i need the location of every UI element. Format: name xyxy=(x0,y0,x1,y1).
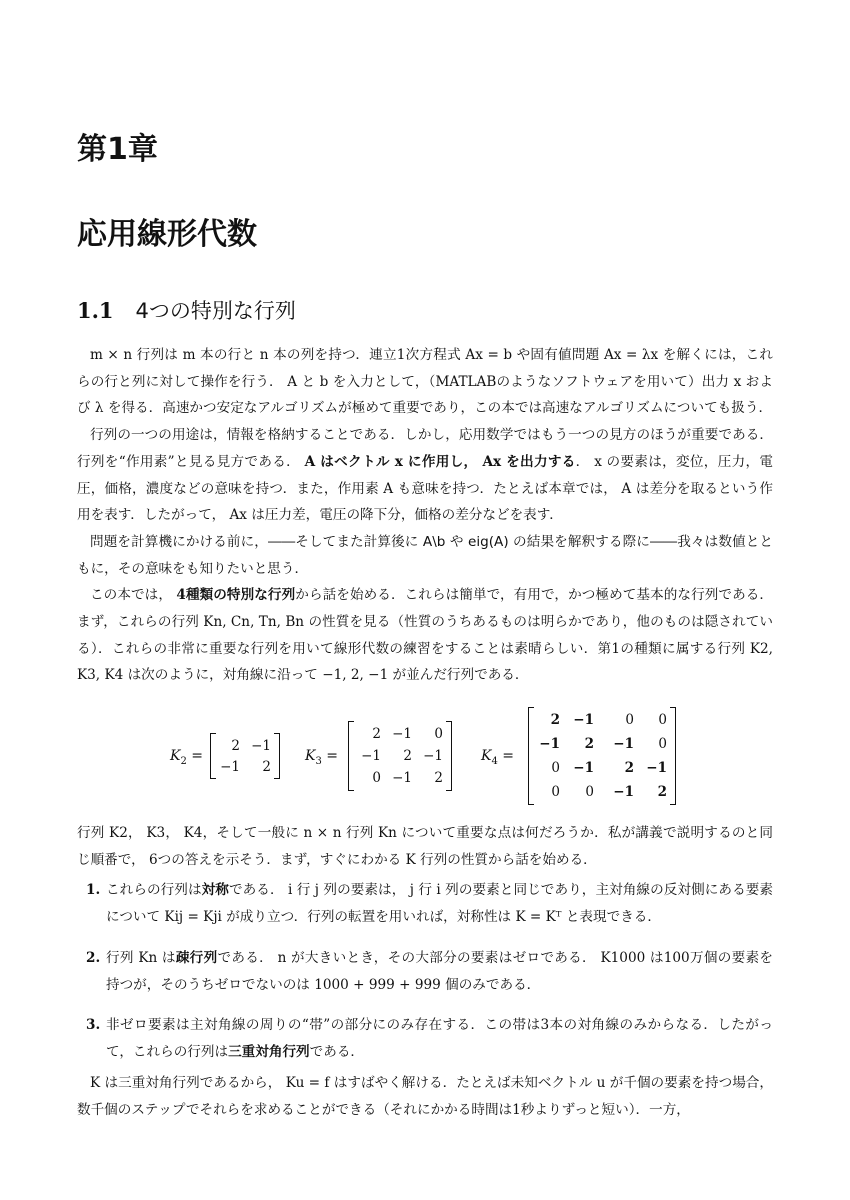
matrix-k2: 2 −1 −1 2 xyxy=(210,733,280,779)
chapter-number: 第1章 xyxy=(77,132,158,167)
intro-text xyxy=(77,342,773,689)
paragraph-6: K は三重対角行列であるから， Ku = f はすばやく解ける．たとえば未知ベクトル u が千個の要素を持つ場合，数千個のステップでそれらを求めることができる（それにかかる時間は1秒よりずっと短い）．一方， xyxy=(77,1075,773,1118)
symmetric-emphasis: 対称 xyxy=(201,882,229,898)
after-matrix-text xyxy=(77,820,773,873)
section-number: 1.1 xyxy=(77,298,114,323)
list-marker: 1. xyxy=(86,882,101,898)
tridiagonal-emphasis: 三重対角行列 xyxy=(228,1043,310,1060)
matrix-k3: 2 −1 0 −1 2 −1 0 −1 2 xyxy=(348,721,452,791)
paragraph-3: 問題を計算機にかける前に，――そしてまた計算後に A\b や eig(A) の結果を解釈する際に――我々は数値とともに，その意味をも知りたいと思う． xyxy=(77,533,773,577)
closing-text xyxy=(77,1070,773,1123)
code-backslash: A\b xyxy=(422,533,446,550)
paragraph-4: この本では， 4種類の特別な行列から話を始める．これらは簡単で，有用で，かつ極めて基本的な行列である．まず，これらの行列 Kn, Cn, Tn, Bn の性質を見る（性質のうちあるものは明らかであり，他のものは隠されている）．これらの非常に重要な行列を用いて線形代数の練習をすることは素晴らしい．第1の種類に属する行列 K2, K3, K4 は次のように，対角線に沿って −1, 2, −1 が並んだ行列である． xyxy=(77,587,773,684)
code-eig: eig(A) xyxy=(467,533,509,550)
list-item-2: 2. 行列 Kn は疎行列である． n が大きいとき，その大部分の要素はゼロである． K1000 は100万個の要素を持つが，そのうちゼロでないのは 1000 + 999 + 999 個のみである． xyxy=(77,945,773,998)
matrix-k4-label: $K_4$ = xyxy=(481,748,515,767)
paragraph-5: 行列 K2， K3， K4，そして一般に n × n 行列 Kn について重要な点は何だろうか．私が講義で説明するのと同じ順番で， 6つの答えを示そう．まず，すぐにわかる K 行列の性質から話を始める． xyxy=(77,825,773,868)
section-heading xyxy=(77,296,296,326)
matrix-k2-label: $K_2$ = xyxy=(170,748,204,767)
section-title: 4つの特別な行列 xyxy=(135,299,296,323)
paragraph-1: m × n 行列は m 本の行と n 本の列を持つ．連立1次方程式 Ax = b や固有値問題 Ax = λx を解くには，これらの行と列に対して操作を行う． A と b を入力として，（MATLABのようなソフトウェアを用いて）出力 x および λ を得る．高速かつ安定なアルゴリズムが極めて重要であり，この本では高速なアルゴリズムについても扱う． xyxy=(77,347,773,417)
list-marker: 3. xyxy=(86,1017,101,1033)
list-item-3: 3. 非ゼロ要素は主対角線の周りの“帯”の部分にのみ存在する．この帯は3本の対角線のみからなる．したがって，これらの行列は三重対角行列である． xyxy=(77,1012,773,1065)
chapter-title: 応用線形代数 xyxy=(77,217,257,252)
operator-emphasis: A はベクトル x に作用し， Ax を出力する xyxy=(304,453,576,470)
special-matrices-emphasis: 4種類の特別な行列 xyxy=(176,587,296,604)
paragraph-2: 行列の一つの用途は，情報を格納することである．しかし，応用数学ではもう一つの見方のほうが重要である．行列を“作用素”と見る見方である． A はベクトル x に作用し， Ax を出力する． x の要素は，変位，圧力，電圧，価格，濃度などの意味を持つ．また，作用素 A も意味を持つ．たとえば本章では， A は差分を取るという作用を表す．したがって， Ax は圧力差，電圧の降下分，価格の差分などを表す． xyxy=(77,427,773,524)
list-marker: 2. xyxy=(86,950,101,966)
list-item-1: 1. これらの行列は対称である． i 行 j 列の要素は， j 行 i 列の要素と同じであり，主対角線の反対側にある要素について Kij = Kji が成り立つ．行列の転置を用いれば，対称性は K = Kᵀ と表現できる． xyxy=(77,877,773,930)
sparse-emphasis: 疎行列 xyxy=(175,950,218,966)
matrix-k3-label: $K_3$ = xyxy=(305,748,339,767)
matrix-k4: 2 −1 0 0 −1 2 −1 0 0 −1 2 −1 0 0 −1 2 xyxy=(528,707,676,805)
